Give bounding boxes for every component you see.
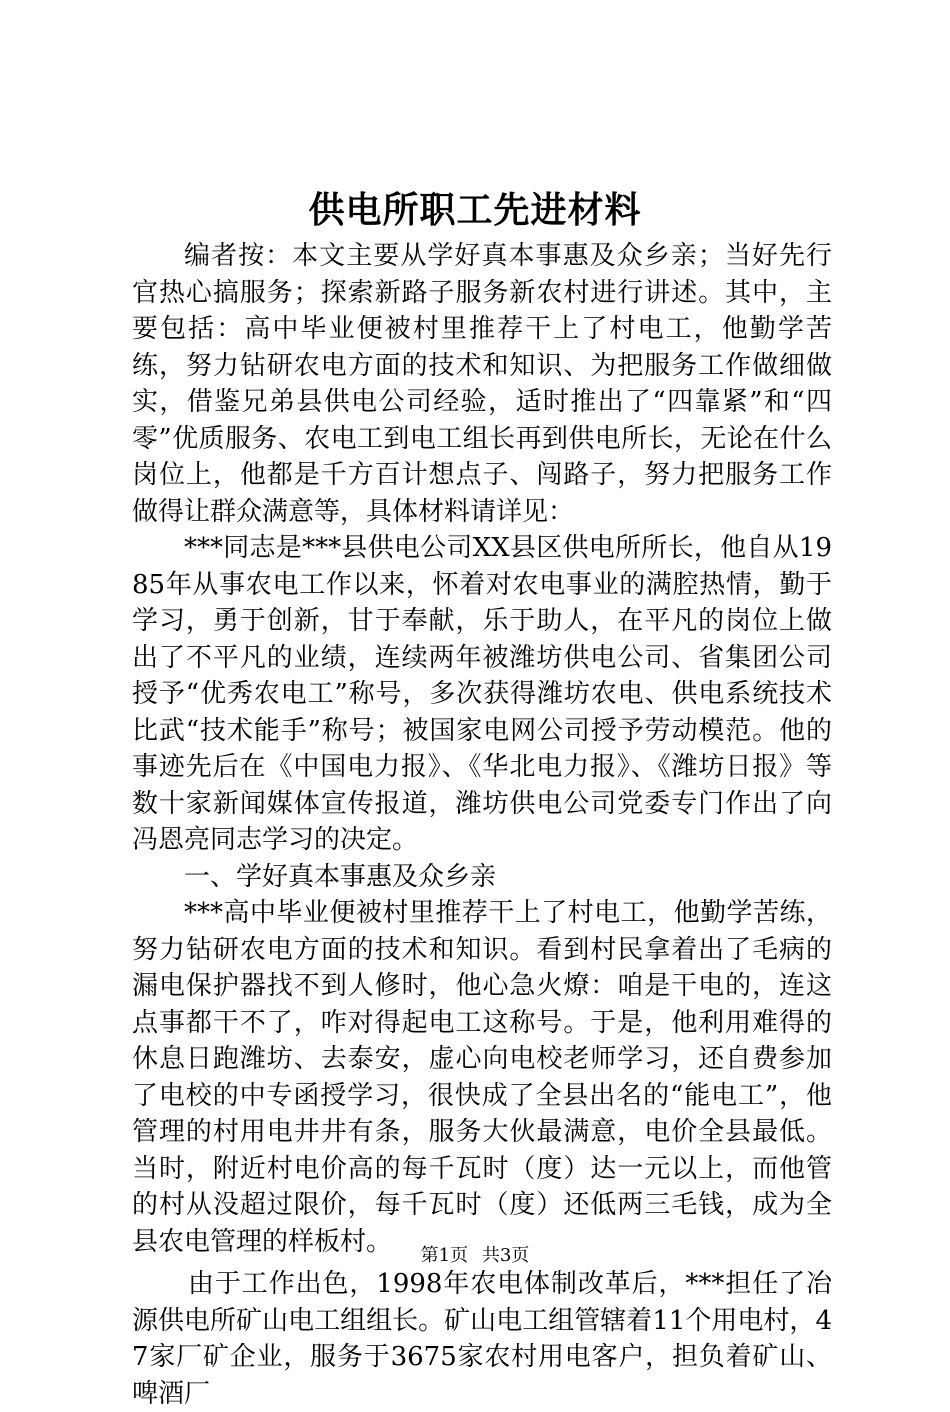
page-footer: [0, 1244, 950, 1268]
intro-paragraph: ***同志是***县供电公司XX县区供电所所长，他自从1985年从事农电工作以来，怀着对农电事业的满腔热情，勤于学习，勇于创新，甘于奉献，乐于助人，在平凡的岗位上做出了不平凡的业绩，连续两年被潍坊供电公司、省集团公司授予“优秀农电工”称号，多次获得潍坊农电、供电系统技术比武“技术能手”称号；被国家电网公司授予劳动模范。他的事迹先后在《中国电力报》、《华北电力报》、《潍坊日报》等数十家新闻媒体宣传报道，潍坊供电公司党委专门作出了向冯恩亮同志学习的决定。: [132, 533, 832, 855]
editor-note-paragraph: 编者按：本文主要从学好真本事惠及众乡亲；当好先行官热心搞服务；探索新路子服务新农村进行讲述。其中，主要包括：高中毕业便被村里推荐干上了村电工，他勤学苦练，努力钻研农电方面的技术和知识、为把服务工作做细做实，借鉴兄弟县供电公司经验，适时推出了“四靠紧”和“四零”优质服务、农电工到电工组长再到供电所长，无论在什么岗位上，他都是千方百计想点子、闯路子，努力把服务工作做得让群众满意等，具体材料请详见：: [132, 241, 832, 527]
section-paragraph: ***高中毕业便被村里推荐干上了村电工，他勤学苦练，努力钻研农电方面的技术和知识。看到村民拿着出了毛病的漏电保护器找不到人修时，他心急火燎：咱是干电的，连这点事都干不了，咋对得起电工这称号。于是，他利用难得的休息日跑潍坊、去泰安，虚心向电校老师学习，还自费参加了电校的中专函授学习，很快成了全县出名的“能电工”，他管理的村用电井井有条，服务大伙最满意，电价全县最低。当时，附近村电价高的每千瓦时（度）达一元以上，而他管的村从没超过限价，每千瓦时（度）还低两三毛钱，成为全县农电管理的样板村。: [132, 898, 832, 1257]
page-total: 共3页: [481, 1245, 530, 1266]
page-number: 第1页: [420, 1245, 469, 1266]
document-body: [132, 238, 832, 1412]
continuation-paragraph: 由于工作出色，1998年农电体制改革后，***担任了冶源供电所矿山电工组组长。矿山电工组管辖着11个用电村，47家厂矿企业，服务于3675家农村用电客户，担负着矿山、啤酒厂: [132, 1269, 832, 1409]
document-title: 供电所职工先进材料: [308, 189, 642, 231]
section-heading: 一、学好真本事惠及众乡亲: [184, 861, 497, 892]
